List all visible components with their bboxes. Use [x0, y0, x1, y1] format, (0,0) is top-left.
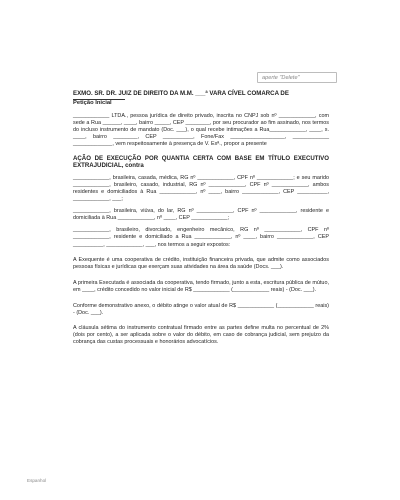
paragraph-exequente: A Exequente é uma cooperativa de crédito, instituição financeira privada, que admite como associados pessoas físicas e jurídicas que exerçam suas atividades na área da saúde (Docs. ___). — [73, 257, 329, 271]
paragraph-debito: Conforme demonstrativo anexo, o débito atinge o valor atual de R$ ____________ (____________ reais) - (Doc. ___). — [73, 302, 329, 316]
section-title: Petição Inicial — [73, 100, 112, 107]
paragraph-clausula: A cláusula sétima do instrumento contratual firmado entre as partes define multa no percentual de 2% (dois por cento), a ser aplicada sobre o valor do débito, em caso de cobrança judicial, sem prejuízo da cobrança das custas processuais e honorários advocatícios. — [73, 325, 329, 346]
paragraph-defendants-1: ____________, brasileira, casada, médica, RG nº ____________, CPF nº ____________; e seu marido ____________, brasileiro, casado, industrial, RG nº ____________, CPF nº ____________, ambos residentes e domiciliados à Rua ____________, nº ____, bairro ____________, CEP __________, ____________, ___; — [73, 174, 329, 203]
paragraph-executada: A primeira Executada é associada da cooperativa, tendo firmado, junto a esta, escritura pública de mútuo, em ____, crédito concedido no valor inicial de R$ ____________ (____________ reais) - (Doc. ___). — [73, 279, 329, 293]
paragraph-plaintiff: ____________ LTDA., pessoa jurídica de direito privado, inscrita no CNPJ sob nº ____________, com sede a Rua ______, ____, bairro _____, CEP ________, por seu procurador ao fim assinado, nos termos do incluso instrumento de mandato (Doc. ___), o qual recebe intimações a Rua____________, ____, s. ____, bairro ________, CEP __________, Fone/Fax __________________, ____________ _____________, vem respeitosamente à presença de V. Exª., propor a presente — [73, 112, 329, 147]
court-heading: EXMO. SR. DR. JUIZ DE DIREITO DA M.M. ___ª VARA CÍVEL COMARCA DE — [73, 90, 289, 97]
footer-language: Espanhol — [27, 478, 47, 483]
paragraph-defendant-2: ____________, brasileira, viúva, do lar, RG nº ____________, CPF nº ____________, residente e domiciliada à Rua ____________, nº ____, CEP ____________; — [73, 208, 329, 222]
document-body — [73, 90, 329, 346]
action-title: AÇÃO DE EXECUÇÃO POR QUANTIA CERTA COM BASE EM TÍTULO EXECUTIVO EXTRAJUDICIAL, contra — [73, 154, 329, 170]
paragraph-defendant-3: ____________, brasileiro, divorciado, engenheiro mecânico, RG nº ____________, CPF nº ____________, residente e domiciliado a Rua ____________, nº ____, bairro ____________, CEP __________, ____________, ___, nos termos a seguir expostos: — [73, 227, 329, 248]
delete-hint-box[interactable]: aperte "Delete" — [257, 72, 337, 83]
